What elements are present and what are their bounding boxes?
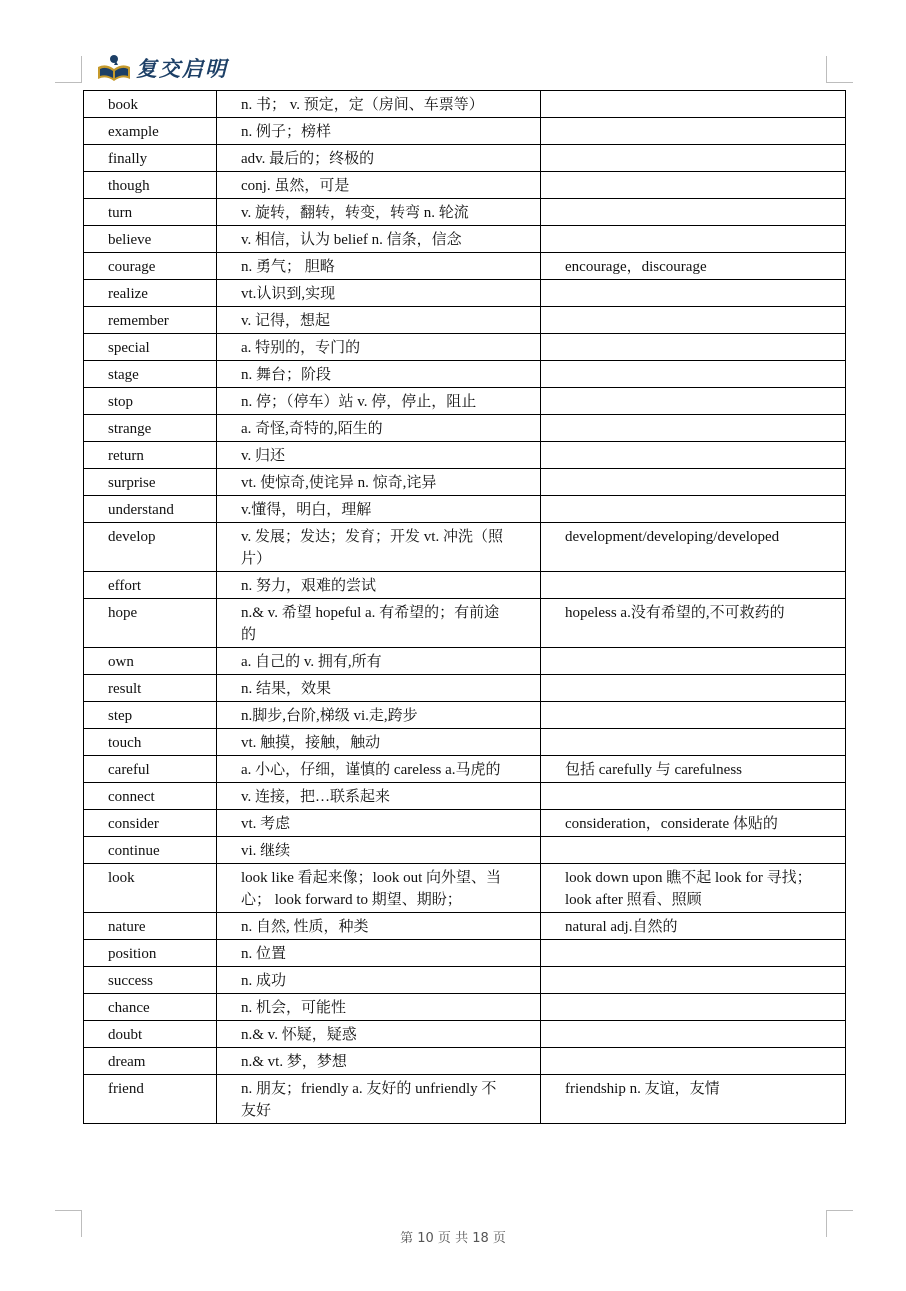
extra-cell <box>541 307 846 334</box>
table-row <box>84 837 846 864</box>
word-cell: step <box>84 702 217 729</box>
table-row <box>84 145 846 172</box>
extra-cell <box>541 837 846 864</box>
meaning-cell: n. 书； v. 预定，定（房间、车票等） <box>217 91 541 118</box>
word-cell: connect <box>84 783 217 810</box>
word-cell: result <box>84 675 217 702</box>
meaning-cell: v.懂得，明白，理解 <box>217 496 541 523</box>
extra-cell <box>541 675 846 702</box>
extra-cell <box>541 118 846 145</box>
meaning-cell: n. 舞台；阶段 <box>217 361 541 388</box>
extra-cell: look down upon 瞧不起 look for 寻找； look after 照看、照顾 <box>541 864 846 913</box>
table-row <box>84 523 846 572</box>
extra-cell: consideration，considerate 体贴的 <box>541 810 846 837</box>
meaning-cell: n.& vt. 梦，梦想 <box>217 1048 541 1075</box>
meaning-cell: n. 努力，艰难的尝试 <box>217 572 541 599</box>
word-cell: example <box>84 118 217 145</box>
vocabulary-table <box>83 90 846 1124</box>
table-row <box>84 702 846 729</box>
meaning-cell: vi. 继续 <box>217 837 541 864</box>
extra-cell <box>541 334 846 361</box>
word-cell: own <box>84 648 217 675</box>
table-row <box>84 675 846 702</box>
extra-cell <box>541 280 846 307</box>
word-cell: understand <box>84 496 217 523</box>
meaning-cell: vt. 使惊奇,使诧异 n. 惊奇,诧异 <box>217 469 541 496</box>
table-row <box>84 415 846 442</box>
meaning-cell: conj. 虽然，可是 <box>217 172 541 199</box>
table-row <box>84 280 846 307</box>
word-cell: special <box>84 334 217 361</box>
meaning-cell: a. 自己的 v. 拥有,所有 <box>217 648 541 675</box>
word-cell: careful <box>84 756 217 783</box>
table-row <box>84 199 846 226</box>
table-row <box>84 172 846 199</box>
word-cell: strange <box>84 415 217 442</box>
word-cell: realize <box>84 280 217 307</box>
extra-cell <box>541 469 846 496</box>
word-cell: doubt <box>84 1021 217 1048</box>
word-cell: dream <box>84 1048 217 1075</box>
extra-cell: hopeless a.没有希望的,不可救药的 <box>541 599 846 648</box>
table-row <box>84 307 846 334</box>
extra-cell <box>541 361 846 388</box>
extra-cell <box>541 940 846 967</box>
word-cell: return <box>84 442 217 469</box>
meaning-cell: look like 看起来像；look out 向外望、当心； look forward to 期望、期盼； <box>217 864 541 913</box>
table-row <box>84 388 846 415</box>
extra-cell <box>541 572 846 599</box>
table-row <box>84 810 846 837</box>
extra-cell: friendship n. 友谊，友情 <box>541 1075 846 1124</box>
table-row <box>84 334 846 361</box>
table-row <box>84 864 846 913</box>
word-cell: chance <box>84 994 217 1021</box>
meaning-cell: a. 小心，仔细，谨慎的 careless a.马虎的 <box>217 756 541 783</box>
header-logo <box>96 52 228 84</box>
word-cell: look <box>84 864 217 913</box>
word-cell: stage <box>84 361 217 388</box>
table-row <box>84 118 846 145</box>
table-row <box>84 253 846 280</box>
extra-cell <box>541 172 846 199</box>
extra-cell <box>541 702 846 729</box>
word-cell: courage <box>84 253 217 280</box>
meaning-cell: n. 自然, 性质，种类 <box>217 913 541 940</box>
extra-cell <box>541 648 846 675</box>
table-row <box>84 469 846 496</box>
word-cell: effort <box>84 572 217 599</box>
table-row <box>84 729 846 756</box>
word-cell: finally <box>84 145 217 172</box>
extra-cell <box>541 1021 846 1048</box>
table-row <box>84 361 846 388</box>
extra-cell <box>541 388 846 415</box>
extra-cell <box>541 967 846 994</box>
table-row <box>84 599 846 648</box>
meaning-cell: n. 机会，可能性 <box>217 994 541 1021</box>
table-row <box>84 496 846 523</box>
extra-cell <box>541 729 846 756</box>
extra-cell <box>541 415 846 442</box>
word-cell: surprise <box>84 469 217 496</box>
meaning-cell: v. 归还 <box>217 442 541 469</box>
open-book-icon <box>96 53 132 83</box>
extra-cell <box>541 994 846 1021</box>
meaning-cell: n. 勇气； 胆略 <box>217 253 541 280</box>
table-row <box>84 442 846 469</box>
meaning-cell: n.& v. 怀疑，疑惑 <box>217 1021 541 1048</box>
table-row <box>84 913 846 940</box>
meaning-cell: n. 例子；榜样 <box>217 118 541 145</box>
table-row <box>84 1075 846 1124</box>
meaning-cell: n. 停；（停车）站 v. 停，停止，阻止 <box>217 388 541 415</box>
word-cell: touch <box>84 729 217 756</box>
meaning-cell: n. 朋友；friendly a. 友好的 unfriendly 不友好 <box>217 1075 541 1124</box>
meaning-cell: n.脚步,台阶,梯级 vi.走,跨步 <box>217 702 541 729</box>
word-cell: consider <box>84 810 217 837</box>
word-cell: position <box>84 940 217 967</box>
meaning-cell: n. 位置 <box>217 940 541 967</box>
table-row <box>84 1048 846 1075</box>
table-row <box>84 226 846 253</box>
extra-cell <box>541 199 846 226</box>
meaning-cell: n. 结果，效果 <box>217 675 541 702</box>
logo-text: 复交启明 <box>136 57 228 81</box>
meaning-cell: adv. 最后的；终极的 <box>217 145 541 172</box>
extra-cell: encourage，discourage <box>541 253 846 280</box>
word-cell: success <box>84 967 217 994</box>
table-row <box>84 967 846 994</box>
extra-cell: 包括 carefully 与 carefulness <box>541 756 846 783</box>
table-row <box>84 648 846 675</box>
meaning-cell: v. 相信，认为 belief n. 信条，信念 <box>217 226 541 253</box>
extra-cell <box>541 783 846 810</box>
table-row <box>84 756 846 783</box>
word-cell: develop <box>84 523 217 572</box>
word-cell: though <box>84 172 217 199</box>
extra-cell <box>541 1048 846 1075</box>
meaning-cell: n.& v. 希望 hopeful a. 有希望的；有前途的 <box>217 599 541 648</box>
meaning-cell: v. 旋转，翻转，转变，转弯 n. 轮流 <box>217 199 541 226</box>
page-number: 第 10 页 共 18 页 <box>400 1231 506 1246</box>
word-cell: hope <box>84 599 217 648</box>
meaning-cell: n. 成功 <box>217 967 541 994</box>
extra-cell <box>541 496 846 523</box>
table-row <box>84 783 846 810</box>
table-row <box>84 940 846 967</box>
meaning-cell: v. 连接，把…联系起来 <box>217 783 541 810</box>
extra-cell: development/developing/developed <box>541 523 846 572</box>
extra-cell <box>541 442 846 469</box>
meaning-cell: a. 奇怪,奇特的,陌生的 <box>217 415 541 442</box>
meaning-cell: v. 记得，想起 <box>217 307 541 334</box>
word-cell: turn <box>84 199 217 226</box>
extra-cell <box>541 145 846 172</box>
extra-cell: natural adj.自然的 <box>541 913 846 940</box>
extra-cell <box>541 91 846 118</box>
table-row <box>84 91 846 118</box>
meaning-cell: a. 特别的，专门的 <box>217 334 541 361</box>
word-cell: book <box>84 91 217 118</box>
page-corner-mark <box>55 56 82 83</box>
page-corner-mark <box>826 56 853 83</box>
word-cell: believe <box>84 226 217 253</box>
word-cell: nature <box>84 913 217 940</box>
extra-cell <box>541 226 846 253</box>
word-cell: remember <box>84 307 217 334</box>
word-cell: friend <box>84 1075 217 1124</box>
meaning-cell: vt. 触摸，接触，触动 <box>217 729 541 756</box>
meaning-cell: vt.认识到,实现 <box>217 280 541 307</box>
meaning-cell: vt. 考虑 <box>217 810 541 837</box>
word-cell: continue <box>84 837 217 864</box>
table-row <box>84 994 846 1021</box>
word-cell: stop <box>84 388 217 415</box>
meaning-cell: v. 发展；发达；发育；开发 vt. 冲洗（照片） <box>217 523 541 572</box>
table-row <box>84 572 846 599</box>
table-row <box>84 1021 846 1048</box>
